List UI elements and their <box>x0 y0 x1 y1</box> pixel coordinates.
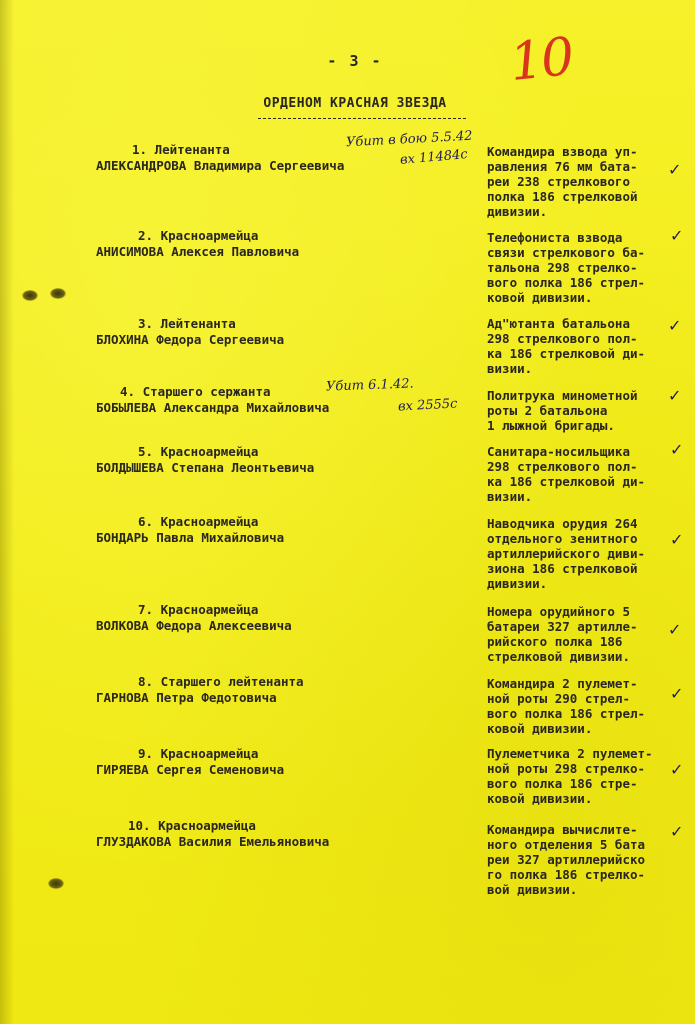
entry-name: БЛОХИНА Федора Сергеевича <box>96 332 285 347</box>
entry-description: Командира 2 пулемет- ной роты 290 стрел- вого полка 186 стрел- ковой дивизии. <box>487 676 646 736</box>
entry-rank: 8. Старшего лейтенанта <box>138 674 304 689</box>
check-mark-icon: ✓ <box>668 160 682 179</box>
entry-description: Санитара-носильщика 298 стрелкового пол- ка 186 стрелковой ди- визии. <box>487 444 646 504</box>
entry-rank: 9. Красноармейца <box>138 746 259 761</box>
handwritten-note: Убит в бою 5.5.42 <box>345 128 473 151</box>
check-mark-icon: ✓ <box>668 386 682 405</box>
entry-name: АЛЕКСАНДРОВА Владимира Сергеевича <box>96 158 345 173</box>
check-mark-icon: ✓ <box>668 620 682 639</box>
check-mark-icon: ✓ <box>670 440 684 459</box>
document-heading: ОРДЕНОМ КРАСНАЯ ЗВЕЗДА <box>263 96 447 111</box>
entry-name: БОБЫЛЕВА Александра Михайловича <box>96 400 330 415</box>
handwritten-note: вх 2555с <box>397 396 458 415</box>
entry-name: БОЛДЫШЕВА Степана Леонтьевича <box>96 460 315 475</box>
page-edge-shadow <box>0 0 14 1024</box>
handwritten-note: вх 11484с <box>399 147 469 168</box>
entry-rank: 4. Старшего сержанта <box>120 384 271 399</box>
entry-name: ГЛУЗДАКОВА Василия Емельяновича <box>96 834 330 849</box>
entry-name: ВОЛКОВА Федора Алексеевича <box>96 618 292 633</box>
entry-description: Пулеметчика 2 пулемет- ной роты 298 стрелко- вого полка 186 стре- ковой дивизии. <box>487 746 653 806</box>
punch-hole-mark <box>50 288 66 299</box>
check-mark-icon: ✓ <box>670 684 684 703</box>
punch-hole-mark <box>48 878 64 889</box>
entry-description: Ад"ютанта батальона 298 стрелкового пол- ка 186 стрелковой ди- визии. <box>487 316 646 376</box>
entry-name: ГИРЯЕВА Сергея Семеновича <box>96 762 285 777</box>
handwritten-note: Убит 6.1.42. <box>325 376 414 395</box>
entry-name: АНИСИМОВА Алексея Павловича <box>96 244 300 259</box>
entry-description: Телефониста взвода связи стрелкового ба- тальона 298 стрелко- вого полка 186 стрел- ковой дивизии. <box>487 230 646 305</box>
entry-rank: 6. Красноармейца <box>138 514 259 529</box>
entry-description: Политрука минометной роты 2 батальона 1 лыжной бригады. <box>487 388 638 433</box>
entry-name: ГАРНОВА Петра Федотовича <box>96 690 277 705</box>
check-mark-icon: ✓ <box>670 530 684 549</box>
heading-underline <box>258 118 466 119</box>
entry-description: Командира взвода уп- равления 76 мм бата- реи 238 стрелкового полка 186 стрелковой дивизии. <box>487 144 638 219</box>
handwritten-sheet-number: 10 <box>507 26 576 94</box>
check-mark-icon: ✓ <box>670 226 684 245</box>
entry-rank: 1. Лейтенанта <box>132 142 230 157</box>
entry-rank: 7. Красноармейца <box>138 602 259 617</box>
entry-rank: 10. Красноармейца <box>128 818 256 833</box>
punch-hole-mark <box>22 290 38 301</box>
entry-name: БОНДАРЬ Павла Михайловича <box>96 530 285 545</box>
entry-description: Номера орудийного 5 батареи 327 артилле- рийского полка 186 стрелковой дивизии. <box>487 604 638 664</box>
check-mark-icon: ✓ <box>670 760 684 779</box>
entry-rank: 3. Лейтенанта <box>138 316 236 331</box>
check-mark-icon: ✓ <box>670 822 684 841</box>
check-mark-icon: ✓ <box>668 316 682 335</box>
entry-rank: 5. Красноармейца <box>138 444 259 459</box>
entry-description: Наводчика орудия 264 отдельного зенитного артиллерийского диви- зиона 186 стрелковой дивизии. <box>487 516 646 591</box>
entry-description: Командира вычислите- ного отделения 5 бата реи 327 артиллерийско го полка 186 стрелко- вой дивизии. <box>487 822 646 897</box>
entry-rank: 2. Красноармейца <box>138 228 259 243</box>
page-number: - 3 - <box>327 52 383 70</box>
